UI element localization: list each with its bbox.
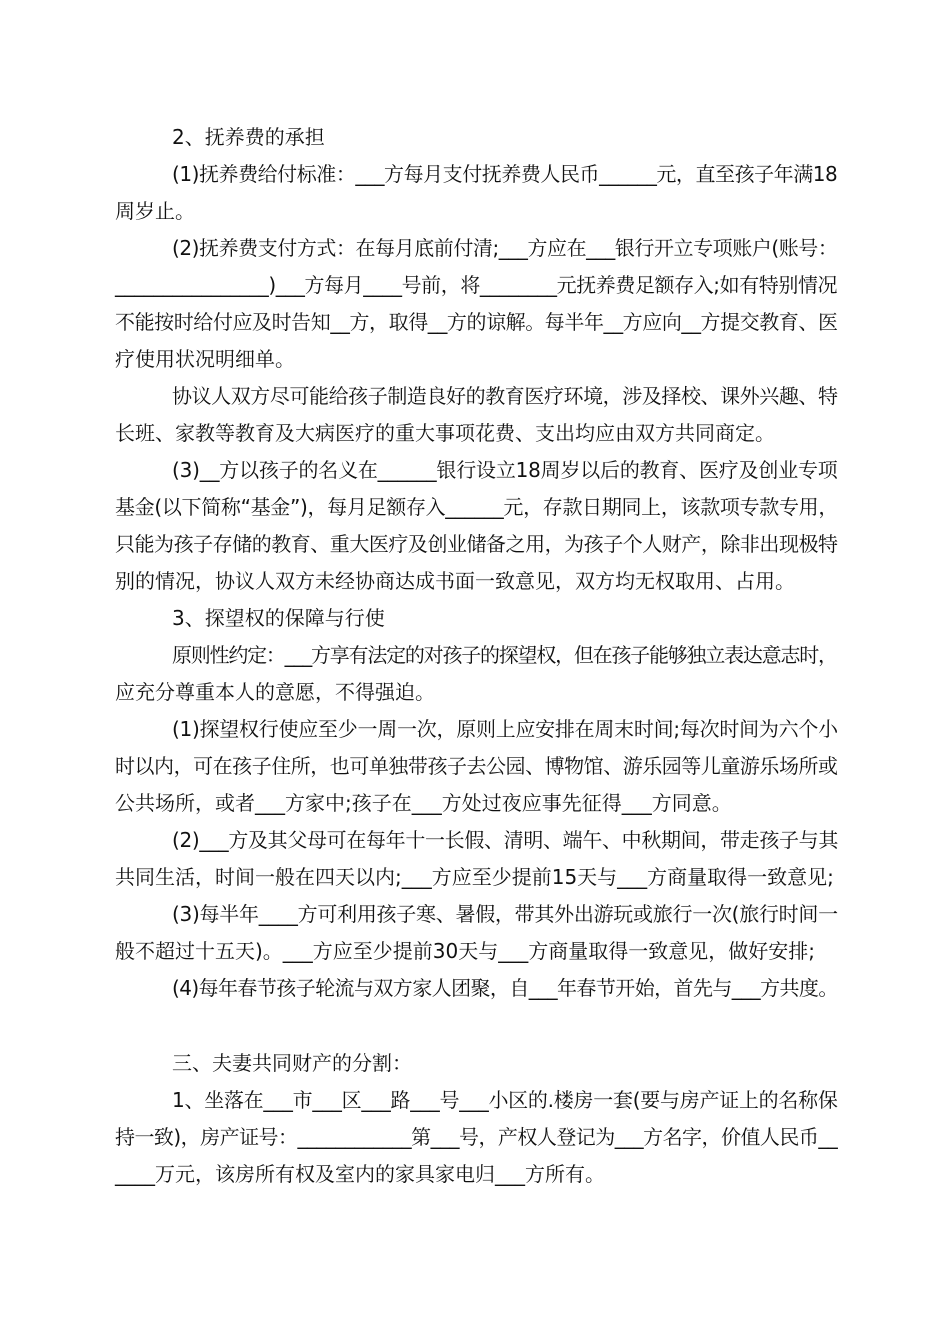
paragraph-line: 基金(以下简称“基金”)，每月足额存入______元，存款日期同上，该款项专款专用， xyxy=(115,495,839,519)
section-heading-alimony: 2、抚养费的承担 xyxy=(172,125,325,149)
paragraph-line: 般不超过十五天)。___方应至少提前30天与___方商量取得一致意见，做好安排; xyxy=(115,939,815,963)
section-heading-property: 三、夫妻共同财产的分割： xyxy=(172,1051,412,1075)
paragraph-line: 公共场所，或者___方家中;孩子在___方处过夜应事先征得___方同意。 xyxy=(115,791,732,815)
paragraph-line: 疗使用状况明细单。 xyxy=(115,347,295,371)
paragraph-line: 时以内，可在孩子住所，也可单独带孩子去公园、博物馆、游乐园等儿童游乐场所或 xyxy=(115,754,838,778)
paragraph-line: 共同生活，时间一般在四天以内;___方应至少提前15天与___方商量取得一致意见; xyxy=(115,865,834,889)
paragraph-line: (1)探望权行使应至少一周一次，原则上应安排在周末时间;每次时间为六个小 xyxy=(172,717,838,741)
paragraph-line: 1、坐落在___市___区___路___号___小区的.楼房一套(要与房产证上的名称保 xyxy=(172,1088,838,1112)
paragraph-line: (2)___方及其父母可在每年十一长假、清明、端午、中秋期间，带走孩子与其 xyxy=(172,828,838,852)
paragraph-line: 不能按时给付应及时告知__方，取得__方的谅解。每半年__方应向__方提交教育、医 xyxy=(115,310,838,334)
paragraph-line: (3)__方以孩子的名义在______银行设立18周岁以后的教育、医疗及创业专项 xyxy=(172,458,838,482)
paragraph-line: 只能为孩子存储的教育、重大医疗及创业储备之用，为孩子个人财产，除非出现极特 xyxy=(115,532,838,556)
paragraph-line: (3)每半年____方可利用孩子寒、暑假，带其外出游玩或旅行一次(旅行时间一 xyxy=(172,902,838,926)
paragraph-line: (1)抚养费给付标准：___方每月支付抚养费人民币______元，直至孩子年满18 xyxy=(172,162,838,186)
paragraph-line: 应充分尊重本人的意愿，不得强迫。 xyxy=(115,680,435,704)
paragraph-line: 原则性约定：___方享有法定的对孩子的探望权，但在孩子能够独立表达意志时， xyxy=(172,643,837,667)
paragraph-line: (4)每年春节孩子轮流与双方家人团聚，自___年春节开始，首先与___方共度。 xyxy=(172,976,838,1000)
paragraph-line: 协议人双方尽可能给孩子制造良好的教育医疗环境，涉及择校、课外兴趣、特 xyxy=(172,384,838,408)
paragraph-line: (2)抚养费支付方式：在每月底前付清;___方应在___银行开立专项账户(账号： xyxy=(172,236,838,260)
paragraph-line: 持一致)，房产证号：____________第___号，产权人登记为___方名字，价值人民币__ xyxy=(115,1125,838,1149)
paragraph-line: ____万元，该房所有权及室内的家具家电归___方所有。 xyxy=(115,1162,605,1186)
paragraph-line: 别的情况，协议人双方未经协商达成书面一致意见，双方均无权取用、占用。 xyxy=(115,569,795,593)
section-heading-visitation: 3、探望权的保障与行使 xyxy=(172,606,385,630)
paragraph-line: ________________)___方每月____号前，将________元抚养费足额存入;如有特别情况 xyxy=(115,273,838,297)
paragraph-line: 长班、家教等教育及大病医疗的重大事项花费、支出均应由双方共同商定。 xyxy=(115,421,775,445)
paragraph-line: 周岁止。 xyxy=(115,199,195,223)
